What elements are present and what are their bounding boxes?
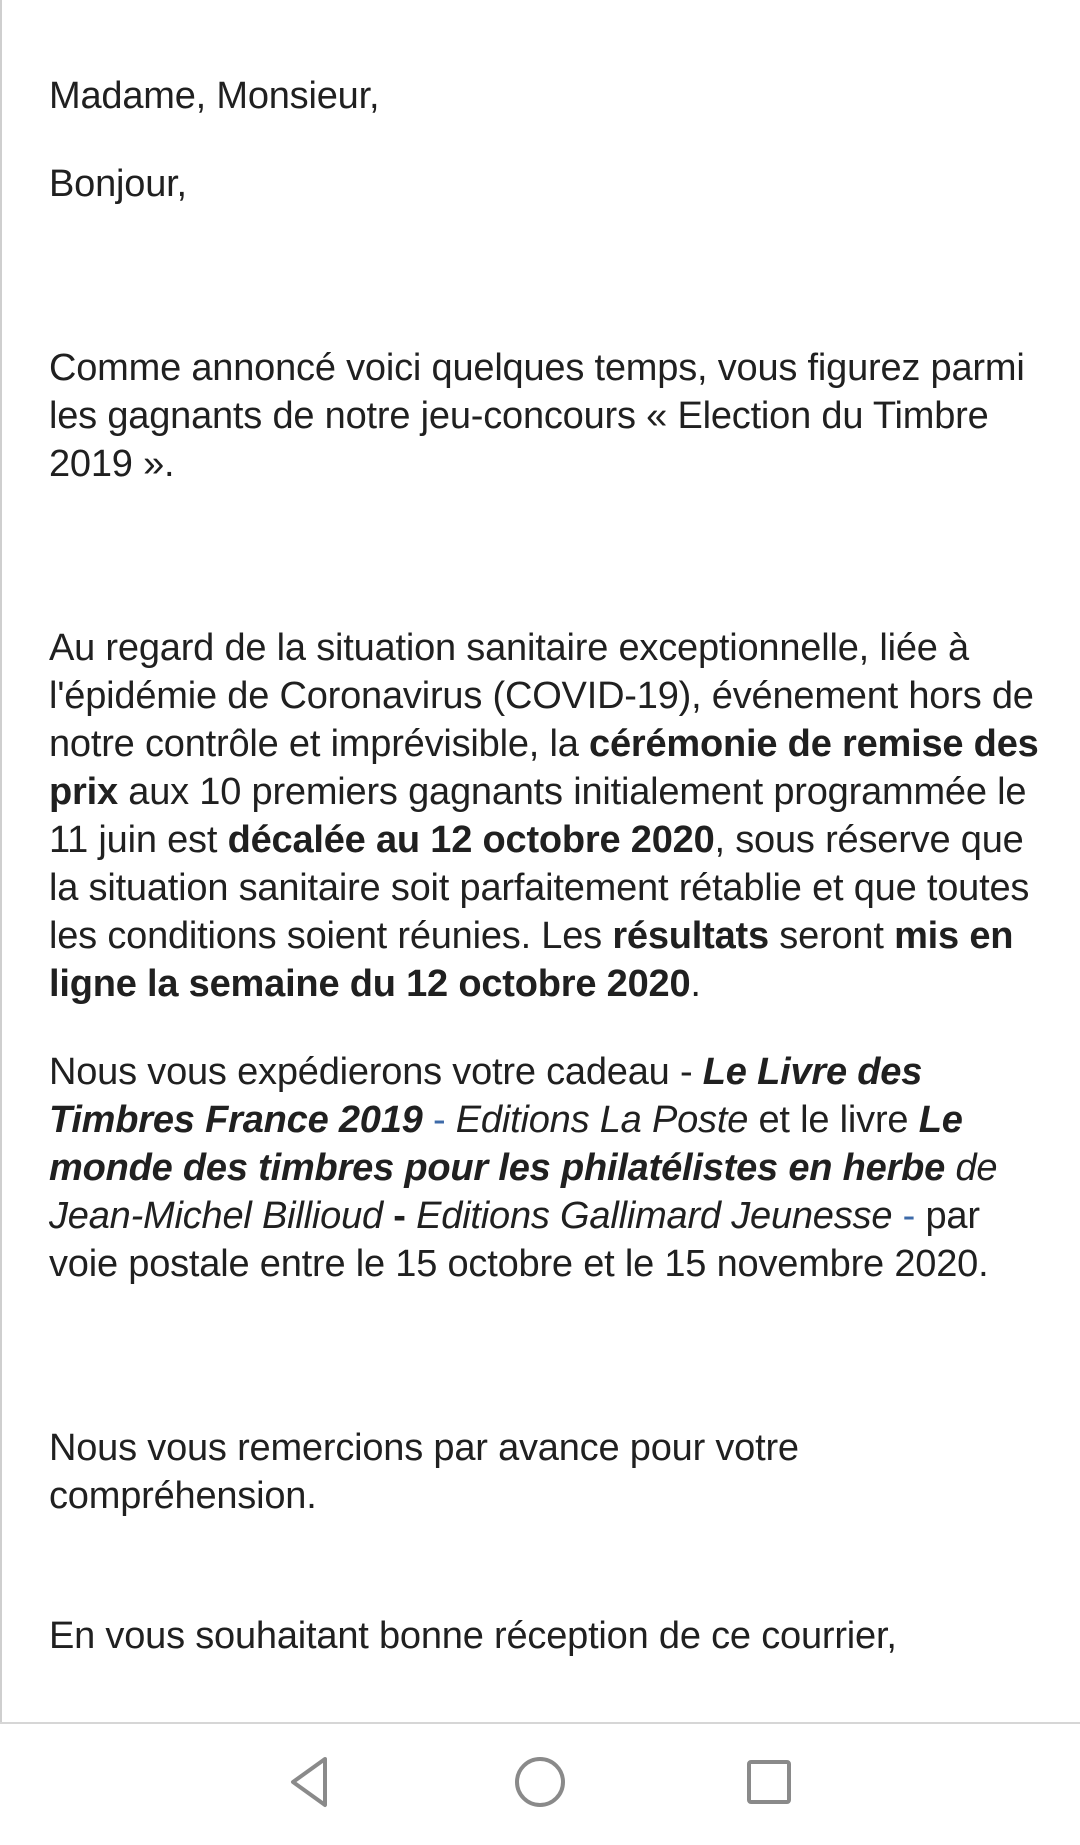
back-triangle-icon bbox=[285, 1755, 333, 1814]
book1-separator: - bbox=[422, 1099, 456, 1141]
gift-paragraph bbox=[49, 1048, 1049, 1288]
covid-text-5: . bbox=[690, 963, 701, 1005]
book2-author: de Jean-Michel Billioud bbox=[49, 1147, 998, 1237]
recent-apps-button[interactable] bbox=[733, 1748, 805, 1820]
book2-publisher: Editions Gallimard Jeunesse bbox=[416, 1195, 893, 1237]
navigation-bar bbox=[0, 1722, 1080, 1845]
covid-text-4: seront bbox=[768, 915, 895, 957]
home-circle-icon bbox=[514, 1756, 566, 1813]
gift-text-1: Nous vous expédierons votre cadeau - bbox=[49, 1051, 703, 1093]
home-button[interactable] bbox=[504, 1748, 576, 1820]
cut-off-closing-line bbox=[49, 1600, 1049, 1657]
postponed-date-bold: décalée au 12 octobre 2020 bbox=[227, 819, 715, 861]
online-date-bold: mis en ligne la semaine du 12 octobre 2020 bbox=[49, 915, 1014, 1005]
covid-paragraph bbox=[49, 624, 1049, 1008]
left-edge-divider bbox=[0, 0, 2, 1722]
covid-text-3: , sous réserve que la situation sanitaire soit parfaitement rétablie et que toutes les conditions soient réunies. Les bbox=[49, 819, 1030, 957]
book2-separator: - bbox=[393, 1195, 417, 1237]
book1-publisher: Editions La Poste bbox=[455, 1099, 749, 1141]
book1-title: Le Livre des Timbres France 2019 bbox=[49, 1051, 923, 1141]
gift-text-3: par voie postale entre le 15 octobre et le 15 novembre 2020. bbox=[49, 1195, 989, 1285]
intro-paragraph: Comme annoncé voici quelques temps, vous figurez parmi les gagnants de notre jeu-concours « Election du Timbre 2019 ». bbox=[49, 347, 1025, 485]
covid-text-1: Au regard de la situation sanitaire exceptionnelle, liée à l'épidémie de Coronavirus (COVID-19), événement hors de notre contrôle et imprévisible, la bbox=[49, 627, 1034, 765]
recent-square-icon bbox=[745, 1758, 793, 1811]
covid-text-2: aux 10 premiers gagnants initialement programmée le 11 juin est bbox=[49, 771, 1027, 861]
greeting-text: Bonjour, bbox=[49, 163, 187, 205]
results-bold: résultats bbox=[612, 915, 769, 957]
salutation-text: Madame, Monsieur, bbox=[49, 75, 380, 117]
gift-text-2: et le livre bbox=[748, 1099, 919, 1141]
cut-off-text: En vous souhaitant bonne réception de ce courrier, bbox=[49, 1615, 897, 1657]
back-button[interactable] bbox=[273, 1748, 345, 1820]
thanks-paragraph: Nous vous remercions par avance pour votre compréhension. bbox=[49, 1427, 799, 1517]
email-body bbox=[49, 72, 1049, 1657]
book2-end-separator: - bbox=[892, 1195, 916, 1237]
ceremony-bold: cérémonie de remise des prix bbox=[49, 723, 1039, 813]
book2-title: Le monde des timbres pour les philatélistes en herbe bbox=[49, 1099, 963, 1189]
